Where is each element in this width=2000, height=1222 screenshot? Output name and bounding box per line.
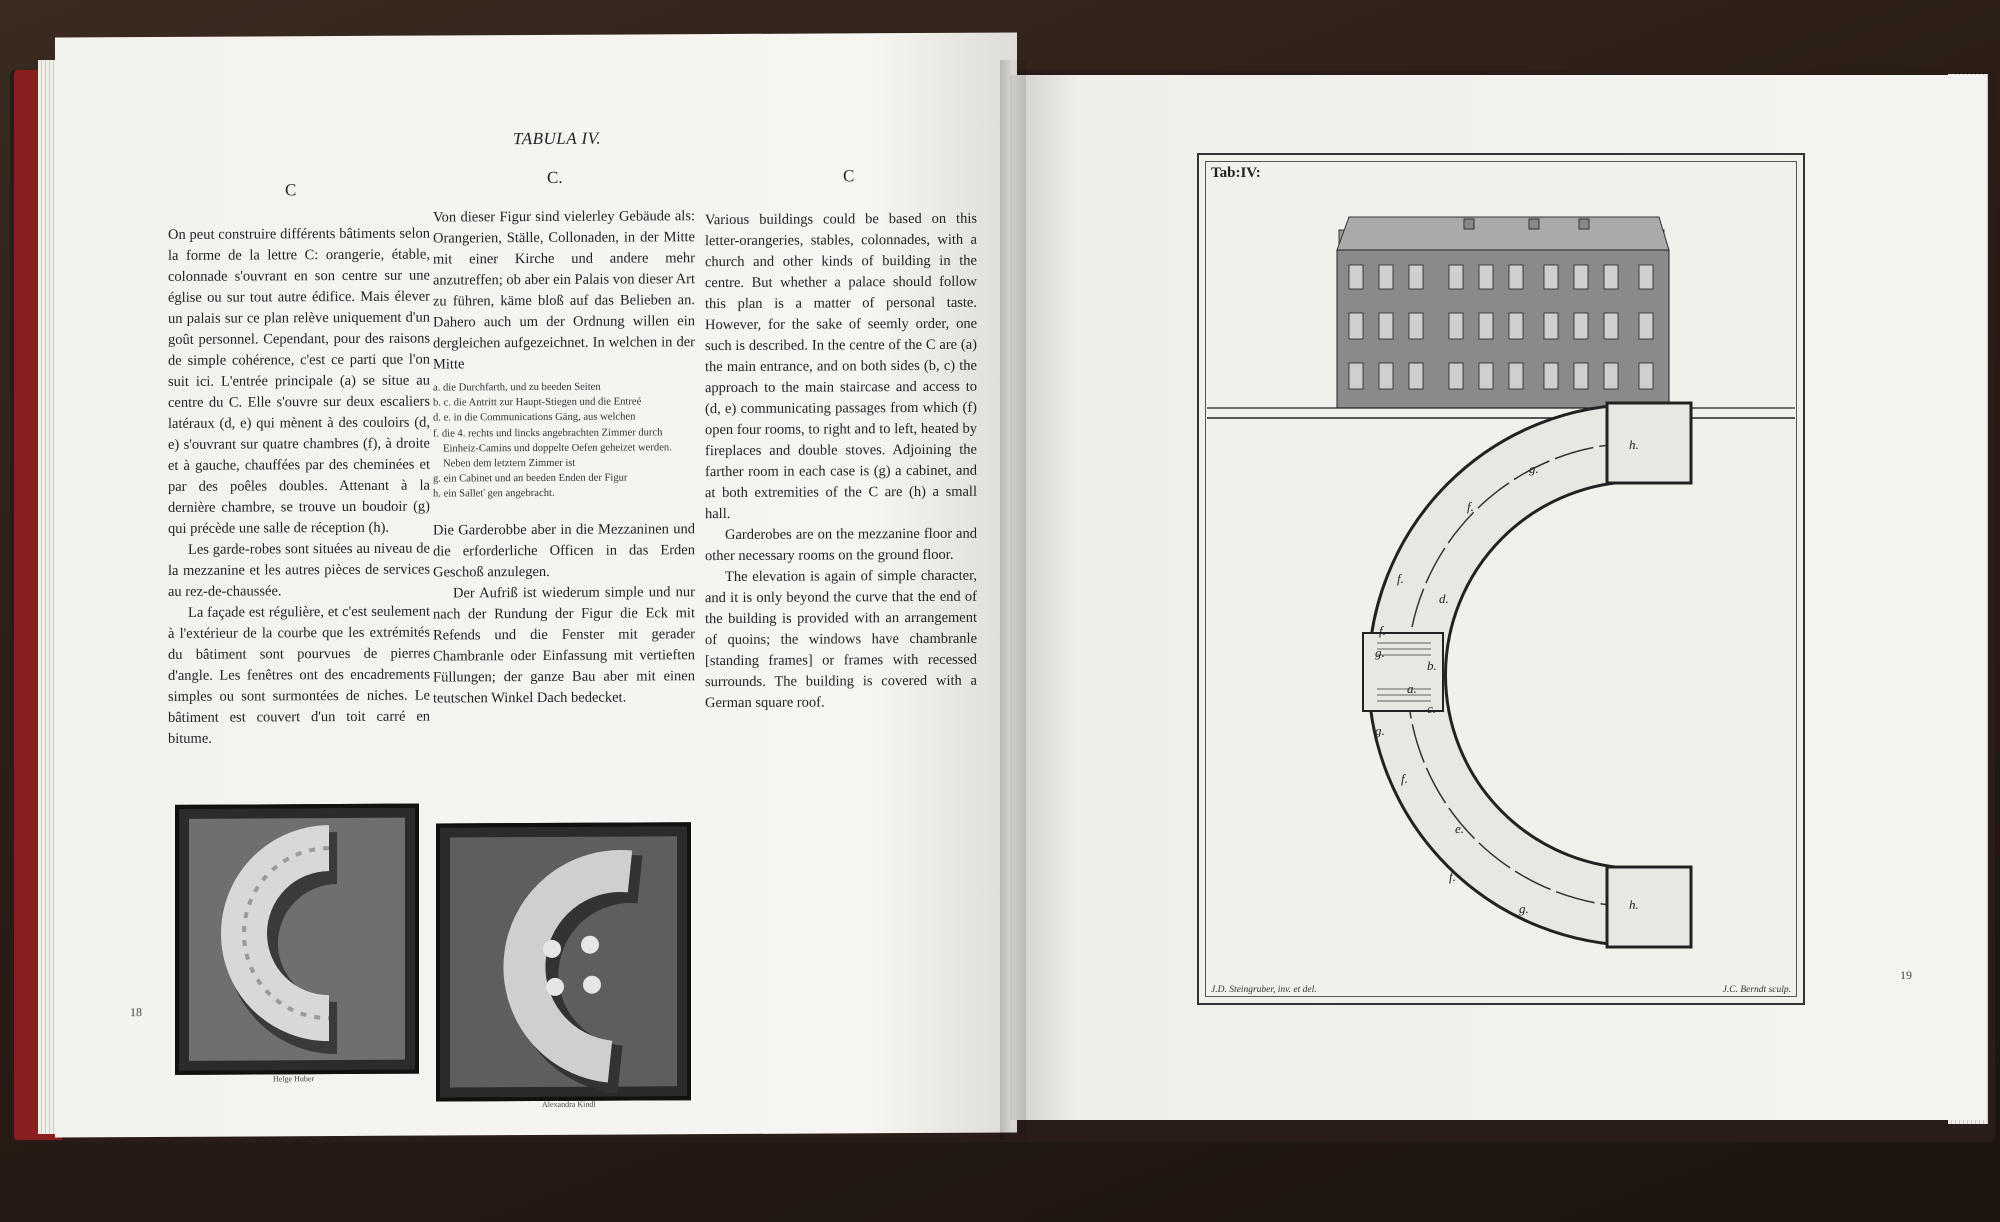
french-text-column [168, 224, 430, 750]
plan-label-b: b. [1427, 658, 1437, 673]
german-note-g: g. ein Cabinet und an beeden Enden der Figur [433, 472, 628, 485]
french-paragraph-1: On peut construire différents bâtiments selon la forme de la lettre C: orangerie, étable, colonnade s'ouvrant en son centre sur une église ou sur tout autre édifice. Mais élever un palais sur ce plan relève uniquement d'un goût personnel. Cependant, pour des raisons de simple cohérence, c'est ce parti que l'on suit ici. L'entrée principale (a) se situe au centre du C. Elle s'ouvre sur deux escaliers latéraux (d, e) qui mènent à des couloirs (d, e) s'ouvrant sur quatre chambres (f), à droite et à gauche, chauffées par des cheminées et par des poêles doubles. Attenant à la dernière chambre, se trouve un boudoir (g) qui précède une salle de réception (h). [168, 225, 430, 537]
german-note-de: d. e. in die Communications Gäng, aus welchen [433, 411, 636, 424]
model-photo-helge-huber [175, 804, 419, 1075]
german-note-f: f. die 4. rechts und lincks angebrachten Zimmer durch Einheiz-Camins und doppelte Oefen geheizet werden. Neben dem letztern Zimmer ist [433, 426, 672, 470]
plan-label-f-3: f. [1379, 623, 1386, 638]
plan-label-g-upper: g. [1375, 645, 1385, 660]
c-floor-plan [1363, 403, 1691, 947]
plan-label-f-4: f. [1401, 771, 1408, 786]
plan-label-g-top: g. [1529, 461, 1539, 476]
german-paragraph-3: Der Aufriß ist wiederum simple und nur nach der Rundung der Figur die Eck mit Refends und die Fenster mit gerader Chambranle oder Einfassung mit vertieften Füllungen; der ganze Bau aber mit einen teutschen Winkel Dach bedecket. [433, 584, 695, 707]
caption-helge-huber: Helge Huber [273, 1074, 315, 1084]
german-column-letter: C. [547, 167, 563, 187]
plan-label-h-bottom: h. [1629, 897, 1639, 912]
page-heading: TABULA IV. [513, 128, 602, 149]
german-paragraph-1: Von dieser Figur sind vielerley Gebäude als: Orangerien, Ställe, Collonaden, in der Mitte mit einer Kirche und andere mehr anzutreffen; ob aber ein Palais von dieser Art zu führen, käme bloß auf das Belieben an. Dahero auch um der Ordnung willen ein dergleichen aufgezeichnet. In welchen in der Mitte [433, 208, 695, 373]
german-text-column-continued [433, 519, 695, 709]
german-note-bc: b. c. die Antritt zur Haupt-Stiegen und die Entreé [433, 396, 642, 409]
caption-alexandra-kindl: Alexandra Kindl [542, 1099, 596, 1109]
english-paragraph-2: Garderobes are on the mezzanine floor and other necessary rooms on the ground floor. [705, 525, 977, 565]
english-paragraph-3: The elevation is again of simple character, and it is only beyond the curve that the end of the building is provided with an arrangement of quoins; the windows have chambranle [standing frames] or frames with recessed surrounds. The building is covered with a German square roof. [705, 567, 977, 712]
building-plan-drawing [1199, 155, 1803, 1003]
french-paragraph-2: Les garde-robes sont situées au niveau de la mezzanine et les autres pièces de services au rez-de-chaussée. [168, 540, 430, 600]
plan-label-f-5: f. [1449, 869, 1456, 884]
right-page-number: 19 [1900, 968, 1912, 982]
plan-label-f-1: f. [1467, 499, 1474, 514]
plan-label-g-bottom: g. [1519, 901, 1529, 916]
plan-label-a: a. [1407, 681, 1417, 696]
plate-credit-inventor: J.D. Steingruber, inv. et del. [1211, 985, 1317, 995]
plan-label-c: c. [1427, 701, 1437, 716]
plan-label-d: d. [1439, 591, 1449, 606]
german-text-column [433, 206, 695, 375]
french-column-letter: C [285, 180, 297, 200]
german-paragraph-2: Die Garderobbe aber in die Mezzaninen und die erforderliche Officen in das Erden Geschoß anzulegen. [433, 521, 695, 581]
engraving-plate [1197, 153, 1805, 1005]
plan-label-g-lower: g. [1375, 723, 1385, 738]
plan-label-f-2: f. [1397, 571, 1404, 586]
plate-title: Tab:IV: [1211, 165, 1261, 181]
book-gutter-shadow [1000, 60, 1026, 1140]
plate-credit-engraver: J.C. Berndt sculp. [1722, 985, 1791, 995]
german-note-a: a. die Durchfarth, und zu beeden Seiten [433, 381, 601, 394]
english-column-letter: C [843, 166, 855, 186]
plan-label-e: e. [1455, 821, 1465, 836]
facade-elevation [1207, 217, 1795, 418]
model-photo-alexandra-kindl [436, 822, 691, 1101]
english-text-column [705, 209, 977, 714]
c-model-render-1 [179, 808, 415, 1071]
left-page [55, 32, 1017, 1137]
german-legend-notes [433, 379, 695, 502]
left-page-number: 18 [130, 1005, 142, 1020]
french-paragraph-3: La façade est régulière, et c'est seulement à l'extérieur de la courbe que les extrémités du bâtiment sont pourvues de pierres d'angle. Les fenêtres ont des encadrements simples ou sont surmontées de niches. Le bâtiment est couvert d'un toit carré en bitume. [168, 603, 430, 747]
c-model-render-2 [440, 826, 687, 1097]
plan-label-h-top: h. [1629, 437, 1639, 452]
german-note-h: h. ein Salleť gen angebracht. [433, 488, 555, 500]
english-paragraph-1: Various buildings could be based on this letter-orangeries, stables, colonnades, with a church and other kinds of building in the centre. But whether a palace should follow this plan is a matter of personal taste. However, for the sake of seemly order, one such is described. In the centre of the C are (a) the main entrance, and on both sides (b, c) the approach to the main staircase and access to (d, e) communicating passages from which (f) open four rooms, to right and to left, heated by fireplaces and double stoves. Adjoining the farther room in each case is (g) a cabinet, and at both extremities of the C are (h) a small hall. [705, 210, 977, 523]
